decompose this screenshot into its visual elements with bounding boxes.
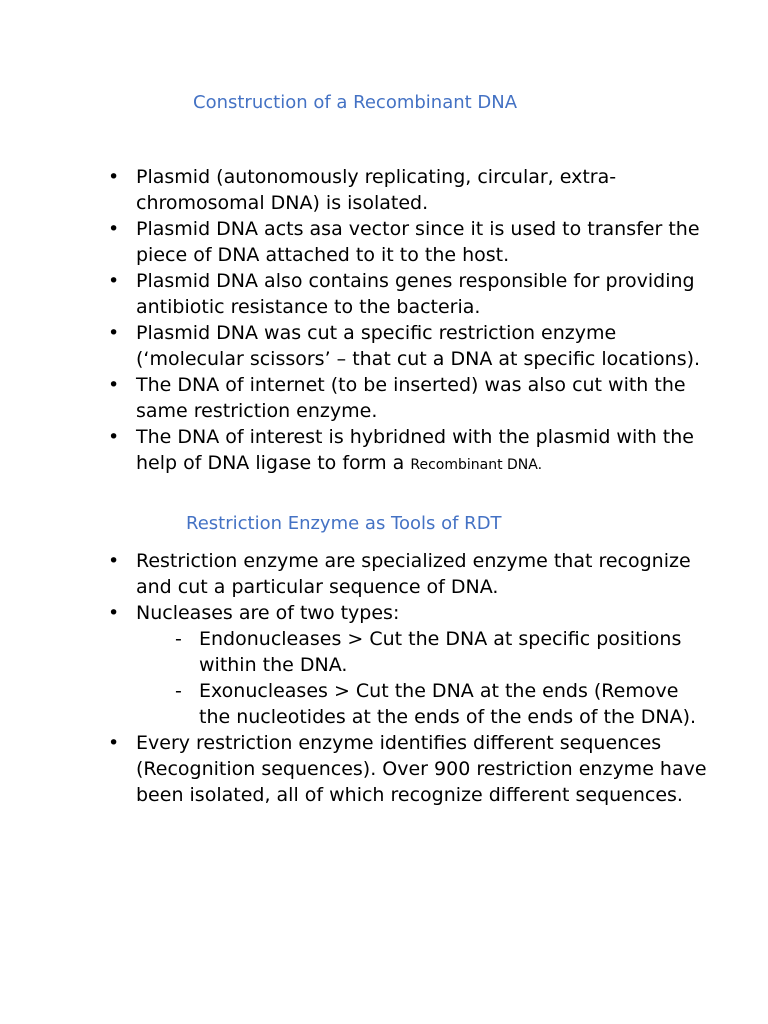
bullet-icon: • (108, 374, 120, 396)
list-item-text: Plasmid DNA also contains genes responsible for providing antibiotic resistance to the bacteria. (136, 270, 695, 318)
list-item-text: Plasmid (autonomously replicating, circular, extra-chromosomal DNA) is isolated. (136, 166, 617, 214)
list-item (108, 548, 708, 600)
list-item (108, 320, 708, 372)
bullet-icon: • (108, 322, 120, 344)
dash-icon: - (175, 628, 182, 650)
dash-icon: - (175, 680, 182, 702)
nuclease-types-list (108, 626, 708, 730)
list-item (108, 268, 708, 320)
sub-list-item (108, 626, 708, 678)
sub-list-item (108, 678, 708, 730)
bullet-icon: • (108, 602, 120, 624)
list-item (108, 216, 708, 268)
sub-list-item-text: Endonucleases > Cut the DNA at specific positions within the DNA. (199, 628, 682, 676)
bullet-icon: • (108, 166, 120, 188)
list-item-text: Every restriction enzyme identifies different sequences (Recognition sequences). Over 900 restriction enzyme have been isolated, all of which recognize different sequences. (136, 732, 707, 806)
list-item-text: The DNA of internet (to be inserted) was also cut with the same restriction enzyme. (136, 374, 686, 422)
recombinant-dna-term: Recombinant DNA. (410, 457, 543, 473)
section-heading-restriction-enzyme: Restriction Enzyme as Tools of RDT (186, 513, 502, 534)
restriction-enzyme-list (108, 548, 708, 808)
list-item-text: The DNA of interest is hybridned with the plasmid with the help of DNA ligase to form a (136, 426, 694, 474)
bullet-icon: • (108, 550, 120, 572)
bullet-icon: • (108, 218, 120, 240)
list-item-text: Plasmid DNA was cut a specific restriction enzyme (‘molecular scissors’ – that cut a DNA at specific locations). (136, 322, 701, 370)
bullet-icon: • (108, 732, 120, 754)
bullet-icon: • (108, 270, 120, 292)
list-item (108, 600, 708, 730)
list-item (108, 424, 708, 478)
list-item-text: Plasmid DNA acts asa vector since it is used to transfer the piece of DNA attached to it to the host. (136, 218, 700, 266)
list-item-text: Restriction enzyme are specialized enzyme that recognize and cut a particular sequence of DNA. (136, 550, 691, 598)
list-item (108, 164, 708, 216)
construction-steps-list (108, 164, 708, 478)
bullet-icon: • (108, 426, 120, 448)
list-item (108, 730, 708, 808)
list-item-text: Nucleases are of two types: (136, 602, 400, 624)
section-heading-construction: Construction of a Recombinant DNA (193, 92, 518, 113)
sub-list-item-text: Exonucleases > Cut the DNA at the ends (Remove the nucleotides at the ends of the ends of the DNA). (199, 680, 697, 728)
list-item (108, 372, 708, 424)
